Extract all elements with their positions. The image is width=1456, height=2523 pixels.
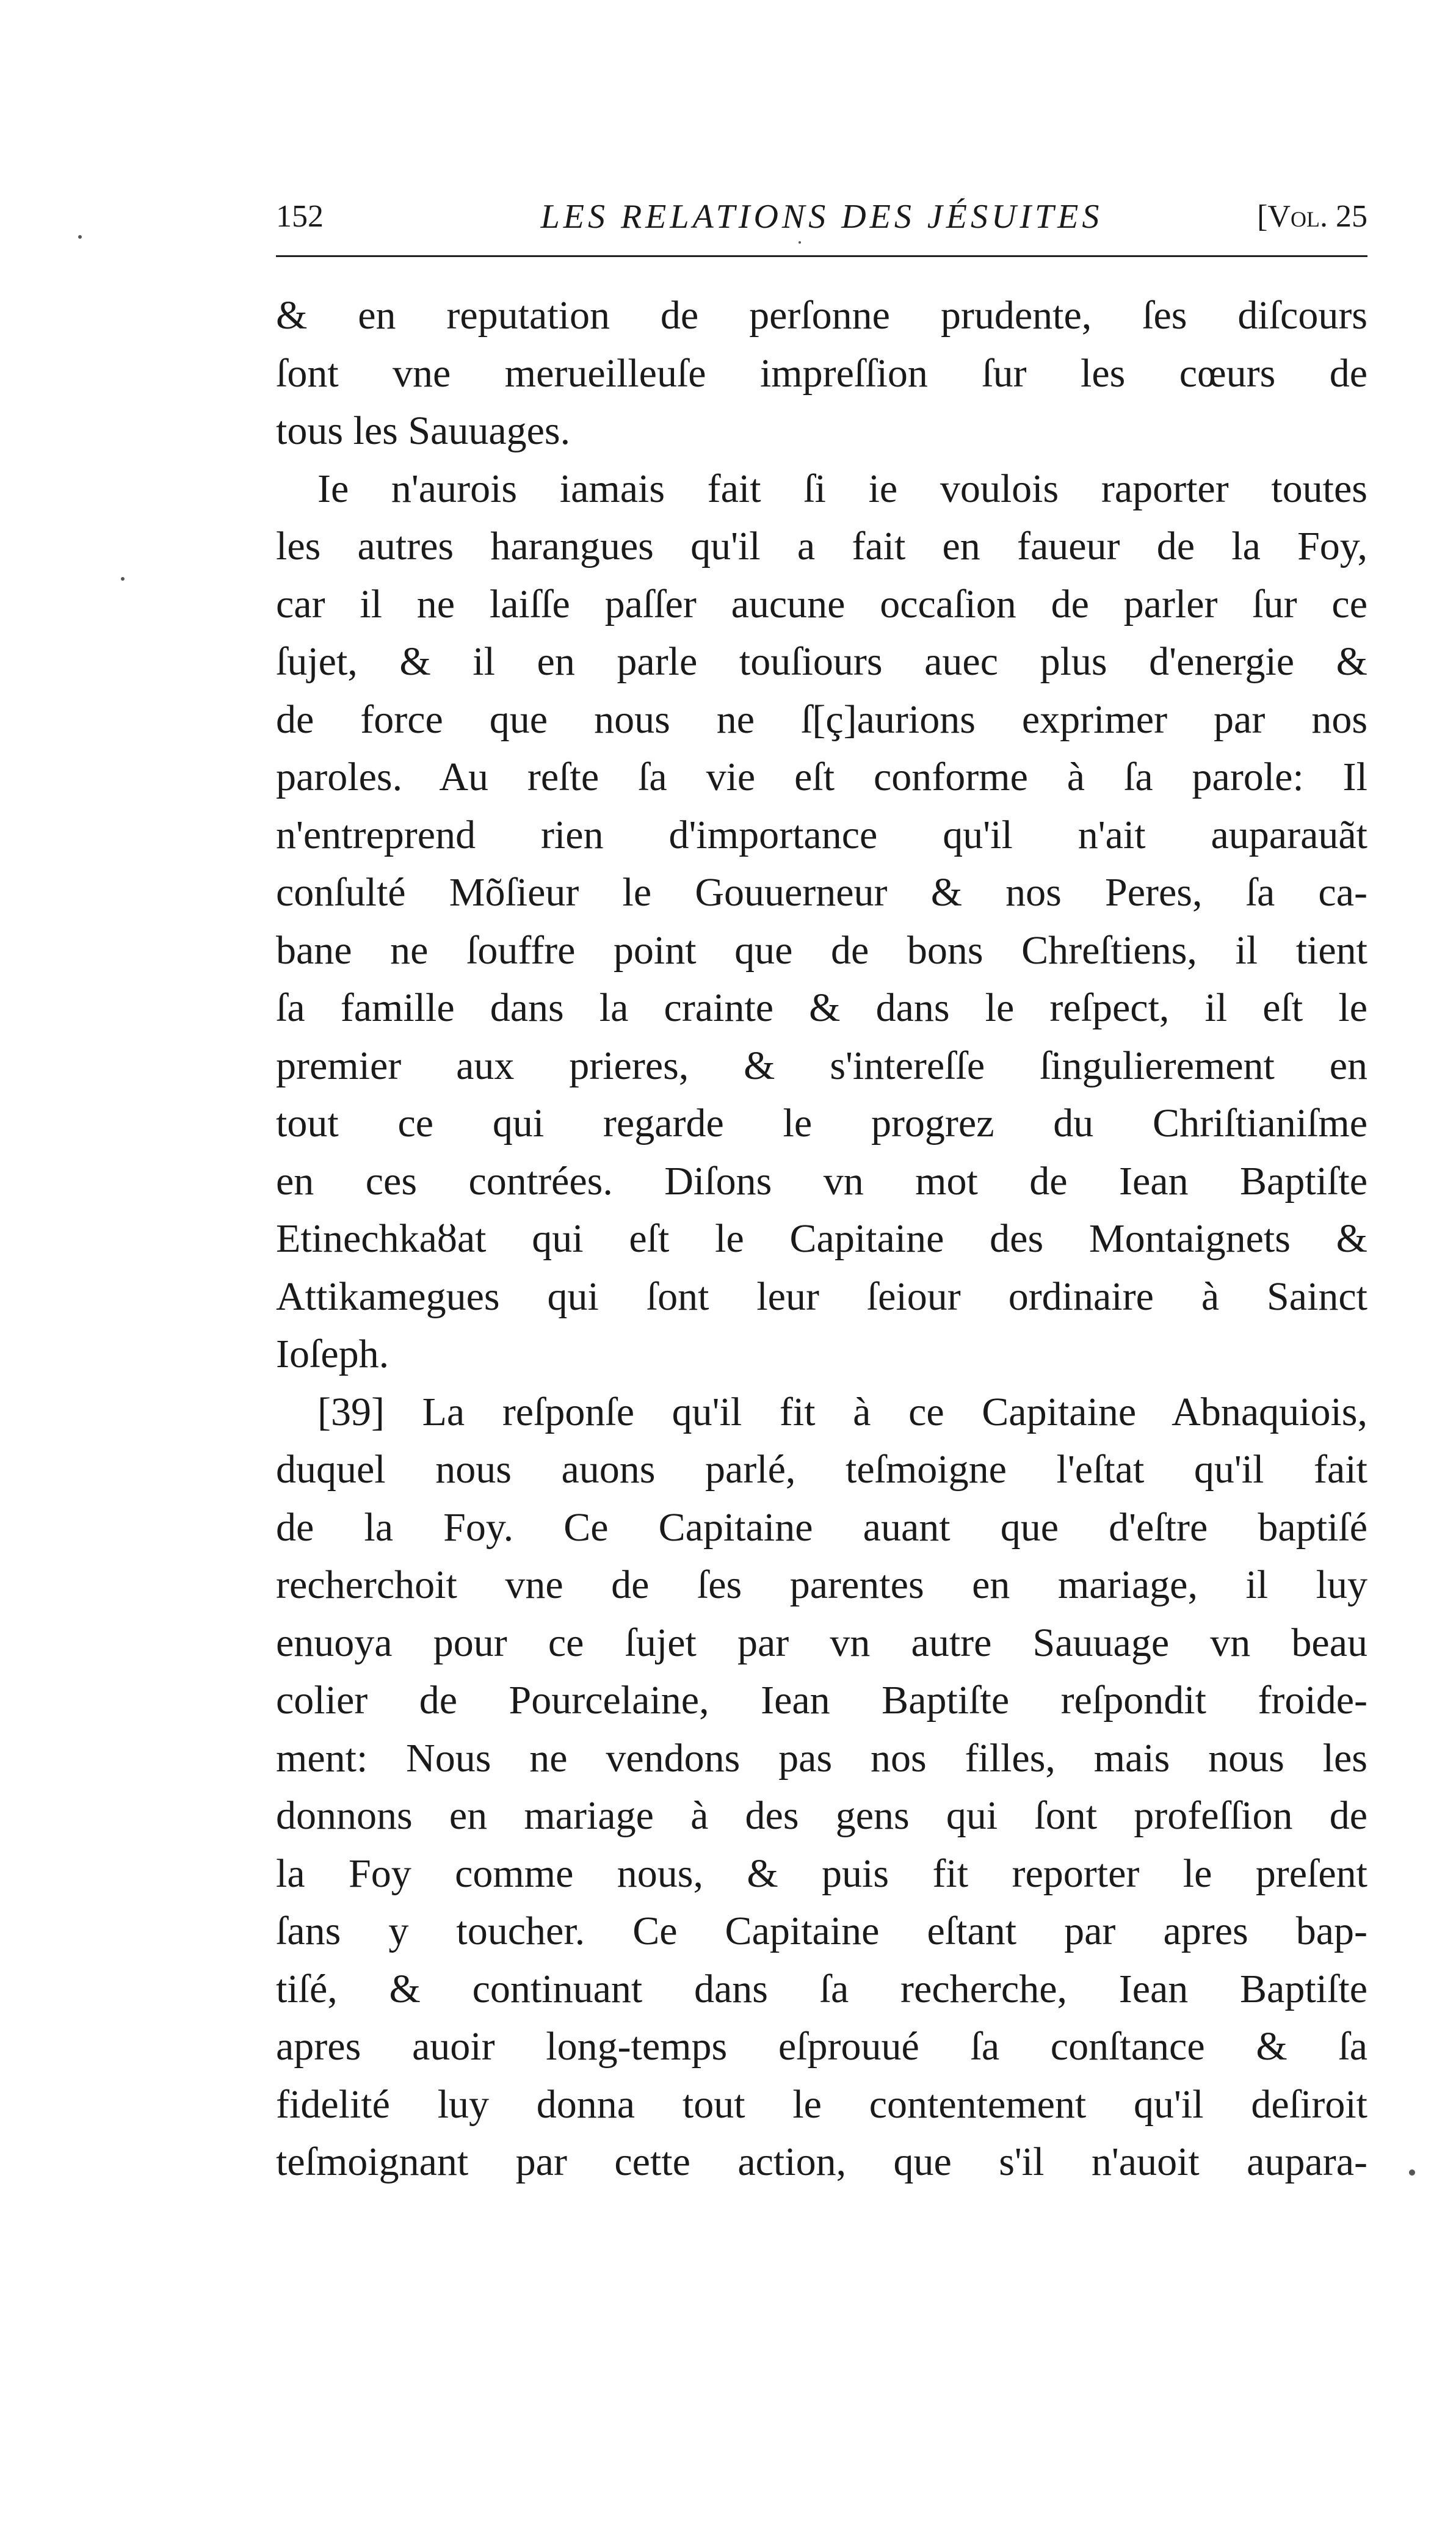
text-line: ſont vne merueilleuſe impreſſion ſur les cœurs de <box>276 350 1367 396</box>
running-title: LES RELATIONS DES JÉSUITES <box>540 198 1103 236</box>
text-line: conſulté Mõſieur le Gouuerneur & nos Peres, ſa ca- <box>276 870 1367 915</box>
body-text <box>276 287 1367 2191</box>
text-line: les autres harangues qu'il a fait en faueur de la Foy, <box>276 524 1367 568</box>
text-line: apres auoir long-temps eſprouué ſa conſtance & ſa <box>276 2024 1367 2069</box>
header-rule <box>276 255 1367 257</box>
text-line: fidelité luy donna tout le contentement qu'il deſiroit <box>276 2082 1367 2127</box>
text-line: teſmoignant par cette action, que s'il n'auoit aupara- <box>276 2140 1367 2184</box>
page-header <box>276 195 1367 238</box>
text-line: de force que nous ne ſ[ç]aurions exprimer par nos <box>276 697 1367 742</box>
text-line: ſa famille dans la crainte & dans le reſpect, il eſt le <box>276 986 1367 1030</box>
text-line: Etinechkaȣat qui eſt le Capitaine des Montaignets & <box>276 1216 1367 1261</box>
text-line: & en reputation de perſonne prudente, ſes diſcours <box>276 293 1367 338</box>
text-line: colier de Pourcelaine, Iean Baptiſte reſpondit froide- <box>276 1678 1367 1723</box>
text-line: bane ne ſouffre point que de bons Chreſtiens, il tient <box>276 928 1367 973</box>
text-line: donnons en mariage à des gens qui ſont profeſſion de <box>276 1793 1367 1838</box>
text-line: Ioſeph. <box>276 1332 389 1376</box>
text-line: recherchoit vne de ſes parentes en mariage, il luy <box>276 1563 1367 1607</box>
text-line: ſujet, & il en parle touſiours auec plus d'energie & <box>276 639 1367 684</box>
text-line: en ces contrées. Diſons vn mot de Iean Baptiſte <box>276 1158 1367 1203</box>
text-line: car il ne laiſſe paſſer aucune occaſion de parler ſur ce <box>276 581 1367 626</box>
page-number: 152 <box>276 199 324 234</box>
text-line: tout ce qui regarde le progrez du Chriſtianiſme <box>276 1101 1367 1145</box>
scan-speck <box>799 241 801 244</box>
text-line: premier aux prieres, & s'intereſſe ſingulierement en <box>276 1043 1367 1088</box>
text-line: tiſé, & continuant dans ſa recherche, Iean Baptiſte <box>276 1966 1367 2011</box>
scan-speck <box>78 235 82 239</box>
text-line: ſans y toucher. Ce Capitaine eſtant par apres bap- <box>276 1909 1367 1953</box>
text-line: ment: Nous ne vendons pas nos filles, mais nous les <box>276 1735 1367 1781</box>
volume-label: [Vol. 25 <box>1257 199 1367 234</box>
text-line: [39] La reſponſe qu'il fit à ce Capitaine Abnaquiois, <box>317 1389 1367 1434</box>
text-line: duquel nous auons parlé, teſmoigne l'eſtat qu'il fait <box>276 1447 1367 1492</box>
text-line: paroles. Au reſte ſa vie eſt conforme à ſa parole: Il <box>276 755 1367 799</box>
text-line: Attikamegues qui ſont leur ſeiour ordinaire à Sainct <box>276 1274 1367 1319</box>
scan-speck <box>1409 2169 1415 2176</box>
text-line: enuoya pour ce ſujet par vn autre Sauuage vn beau <box>276 1620 1367 1665</box>
text-line: tous les Sauuages. <box>276 408 571 453</box>
text-line: la Foy comme nous, & puis fit reporter le preſent <box>276 1851 1367 1896</box>
text-line: de la Foy. Ce Capitaine auant que d'eſtre baptiſé <box>276 1505 1367 1550</box>
scan-speck <box>121 577 125 581</box>
text-line: n'entreprend rien d'importance qu'il n'ait auparauãt <box>276 812 1367 857</box>
text-line: Ie n'aurois iamais fait ſi ie voulois raporter toutes <box>317 466 1367 511</box>
